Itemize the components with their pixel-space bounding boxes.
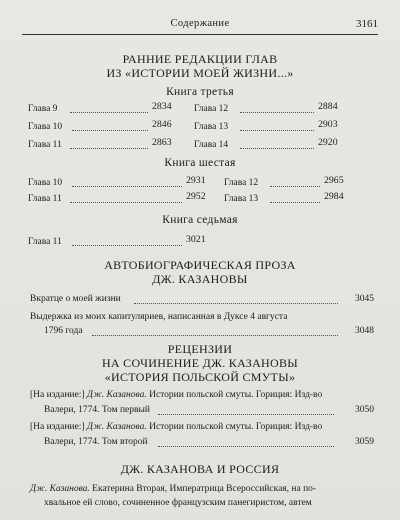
toc-page-number: 3048: [355, 326, 374, 336]
toc-chapter-label: Глава 13: [224, 194, 259, 204]
leader-dots: [270, 186, 320, 187]
toc-chapter-label: Глава 11: [28, 237, 62, 247]
entry-text: Екатерина Вторая, Императрица Всероссийская, на по-: [89, 484, 317, 494]
entry-text: Истории польской смуты. Гориция: Изд-во: [146, 422, 323, 432]
entry-text: Истории польской смуты. Гориция: Изд-во: [146, 390, 323, 400]
section-title-russia: ДЖ. КАЗАНОВА И РОССИЯ: [120, 462, 280, 476]
toc-chapter-label: Глава 11: [28, 194, 62, 204]
toc-page-number: 2931: [186, 175, 206, 186]
toc-chapter-label: Глава 12: [194, 104, 229, 114]
header-title: Содержание: [170, 18, 230, 29]
toc-entry: [30, 420, 374, 434]
leader-dots: [134, 303, 338, 304]
leader-dots: [92, 335, 338, 336]
toc-entry: [30, 310, 374, 324]
toc-entry-text: 1796 года: [44, 326, 83, 336]
leader-dots: [270, 202, 320, 203]
toc-entry-continuation: [44, 496, 374, 510]
toc-page-number: 3045: [355, 294, 374, 304]
toc-page-number: 2863: [152, 137, 172, 148]
book-six-title: Книга шестая: [164, 157, 236, 169]
entry-author: Дж. Казанова.: [30, 484, 90, 494]
toc-page-number: 2952: [186, 191, 206, 202]
toc-entry-text: Вкратце о моей жизни: [30, 294, 121, 304]
leader-dots: [158, 414, 334, 415]
leader-dots: [240, 112, 314, 113]
toc-chapter-label: Глава 12: [224, 178, 259, 188]
toc-page-number: 2846: [152, 119, 172, 130]
running-header: [22, 18, 378, 32]
toc-entry-text: Выдержка из моих капитуляриев, написанная в Дуксе 4 августа: [30, 312, 288, 322]
section-title-reviews-3: «ИСТОРИЯ ПОЛЬСКОЙ СМУТЫ»: [104, 370, 296, 384]
leader-dots: [72, 245, 182, 246]
section-title-early-2: ИЗ «ИСТОРИИ МОЕЙ ЖИЗНИ...»: [106, 66, 294, 80]
leader-dots: [158, 446, 334, 447]
toc-chapter-label: Глава 9: [28, 104, 58, 114]
toc-page-number: 2984: [324, 191, 344, 202]
section-title-early-1: РАННИЕ РЕДАКЦИИ ГЛАВ: [122, 52, 278, 66]
toc-page-number: 3059: [355, 437, 374, 447]
toc-chapter-label: Глава 11: [28, 140, 62, 150]
toc-chapter-label: Глава 14: [194, 140, 229, 150]
toc-page-number: 2903: [318, 119, 338, 130]
leader-dots: [70, 202, 182, 203]
toc-page-number: 3050: [355, 405, 374, 415]
section-title-reviews-1: РЕЦЕНЗИИ: [167, 342, 233, 356]
entry-prefix: [На издание:]: [30, 390, 87, 400]
entry-author: Дж. Казанова.: [86, 390, 147, 400]
leader-dots: [72, 130, 148, 131]
entry-text: Валери, 1774. Том первый: [44, 405, 150, 415]
header-rule: [22, 34, 378, 35]
header-page-number: 3161: [356, 18, 378, 30]
entry-author: Дж. Казанова.: [86, 422, 147, 432]
toc-entry: [30, 482, 374, 496]
toc-chapter-label: Глава 10: [28, 178, 63, 188]
section-title-reviews-2: НА СОЧИНЕНИЕ ДЖ. КАЗАНОВЫ: [101, 356, 299, 370]
toc-entry: [30, 388, 374, 402]
toc-page-number: 2884: [318, 101, 338, 112]
toc-chapter-label: Глава 13: [194, 122, 229, 132]
toc-chapter-label: Глава 10: [28, 122, 63, 132]
leader-dots: [70, 148, 148, 149]
section-title-autobio-2: ДЖ. КАЗАНОВЫ: [152, 272, 248, 286]
toc-page-number: 3021: [186, 234, 206, 245]
book-three-title: Книга третья: [166, 86, 234, 98]
toc-page-number: 2920: [318, 137, 338, 148]
entry-prefix: [На издание:]: [30, 422, 87, 432]
toc-page-number: 2965: [324, 175, 344, 186]
section-title-autobio-1: АВТОБИОГРАФИЧЕСКАЯ ПРОЗА: [104, 258, 296, 272]
entry-text: Валери, 1774. Том второй: [44, 437, 148, 447]
leader-dots: [70, 112, 148, 113]
leader-dots: [240, 130, 314, 131]
leader-dots: [240, 148, 314, 149]
book-seven-title: Книга седьмая: [162, 214, 238, 226]
leader-dots: [72, 186, 182, 187]
toc-page-number: 2834: [152, 101, 172, 112]
entry-text: хвальное ей слово, сочиненное французским панегиристом, автем: [44, 498, 312, 508]
